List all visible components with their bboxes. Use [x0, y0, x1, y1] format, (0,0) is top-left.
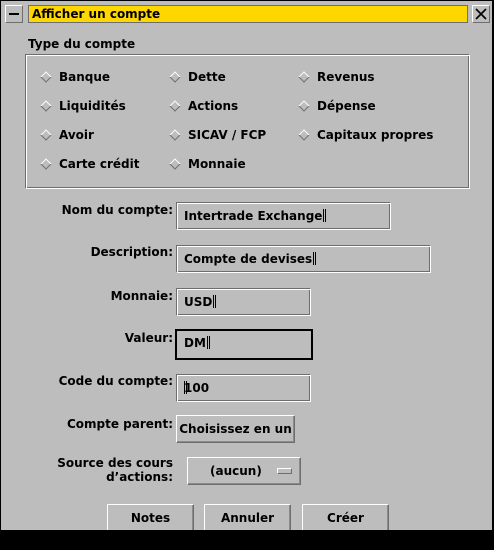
radio-indicator [40, 71, 51, 82]
radio-label: SICAV / FCP [188, 128, 267, 142]
radio-avoir[interactable] [39, 126, 94, 144]
radio-label: Actions [188, 99, 239, 113]
quote-source-select[interactable] [187, 457, 301, 485]
radio-liquidites[interactable] [39, 97, 126, 115]
account-name-input[interactable] [176, 202, 391, 230]
text-cursor [213, 295, 216, 308]
security-label: Valeur: [124, 331, 173, 345]
window-menu-button[interactable] [5, 5, 23, 23]
currency-label: Monnaie: [110, 289, 173, 303]
radio-indicator [40, 129, 51, 140]
radio-label: Dette [188, 70, 226, 84]
account-name-value: Intertrade Exchange [184, 209, 323, 223]
radio-revenus[interactable] [297, 68, 375, 86]
bottom-bar [1, 530, 492, 550]
option-menu-indicator-icon [277, 468, 292, 474]
radio-indicator [40, 100, 51, 111]
radio-label: Revenus [317, 70, 375, 84]
radio-banque[interactable] [39, 68, 110, 86]
window-title: Afficher un compte [28, 5, 468, 23]
quote-source-label: Source des cours d’actions: [57, 456, 173, 484]
security-input[interactable] [175, 329, 313, 360]
create-button[interactable]: Créer [302, 504, 389, 532]
radio-capitaux-propres[interactable] [297, 126, 433, 144]
description-label: Description: [90, 245, 173, 259]
radio-actions[interactable] [168, 97, 238, 115]
text-cursor [323, 209, 326, 222]
radio-indicator [169, 100, 180, 111]
radio-indicator [298, 71, 309, 82]
notes-button[interactable]: Notes [107, 504, 194, 532]
text-cursor [207, 336, 210, 349]
radio-label: Avoir [59, 128, 94, 142]
radio-label: Liquidités [59, 99, 126, 113]
account-code-label: Code du compte: [58, 374, 173, 388]
radio-carte-credit[interactable] [39, 155, 139, 173]
cancel-button[interactable]: Annuler [204, 504, 291, 532]
window-menu-icon [9, 13, 19, 15]
title-bar [1, 1, 492, 27]
parent-account-label: Compte parent: [66, 417, 173, 431]
text-cursor [313, 252, 316, 265]
radio-label: Banque [59, 70, 111, 84]
description-input[interactable] [176, 245, 431, 273]
description-value: Compte de devises [184, 252, 313, 266]
radio-label: Capitaux propres [317, 128, 434, 142]
currency-value: USD [184, 295, 213, 309]
text-cursor [184, 381, 187, 394]
close-button[interactable] [472, 5, 490, 23]
radio-indicator [40, 158, 51, 169]
radio-label: Monnaie [188, 157, 246, 171]
radio-monnaie[interactable] [168, 155, 246, 173]
quote-source-value: (aucun) [210, 464, 262, 478]
radio-dette[interactable] [168, 68, 226, 86]
radio-indicator [298, 129, 309, 140]
radio-indicator [169, 158, 180, 169]
close-icon [475, 8, 487, 20]
currency-input[interactable] [176, 288, 311, 316]
account-code-input[interactable] [176, 374, 311, 402]
radio-label: Dépense [317, 99, 376, 113]
security-value: DM [184, 336, 206, 350]
radio-sicav-fcp[interactable] [168, 126, 266, 144]
radio-indicator [169, 129, 180, 140]
account-type-label: Type du compte [28, 37, 136, 51]
radio-indicator [298, 100, 309, 111]
choose-parent-button[interactable]: Choisissez en un [176, 415, 295, 443]
radio-label: Carte crédit [59, 157, 140, 171]
account-code-value: 100 [184, 381, 210, 395]
radio-depense[interactable] [297, 97, 376, 115]
radio-indicator [169, 71, 180, 82]
account-name-label: Nom du compte: [61, 203, 173, 217]
